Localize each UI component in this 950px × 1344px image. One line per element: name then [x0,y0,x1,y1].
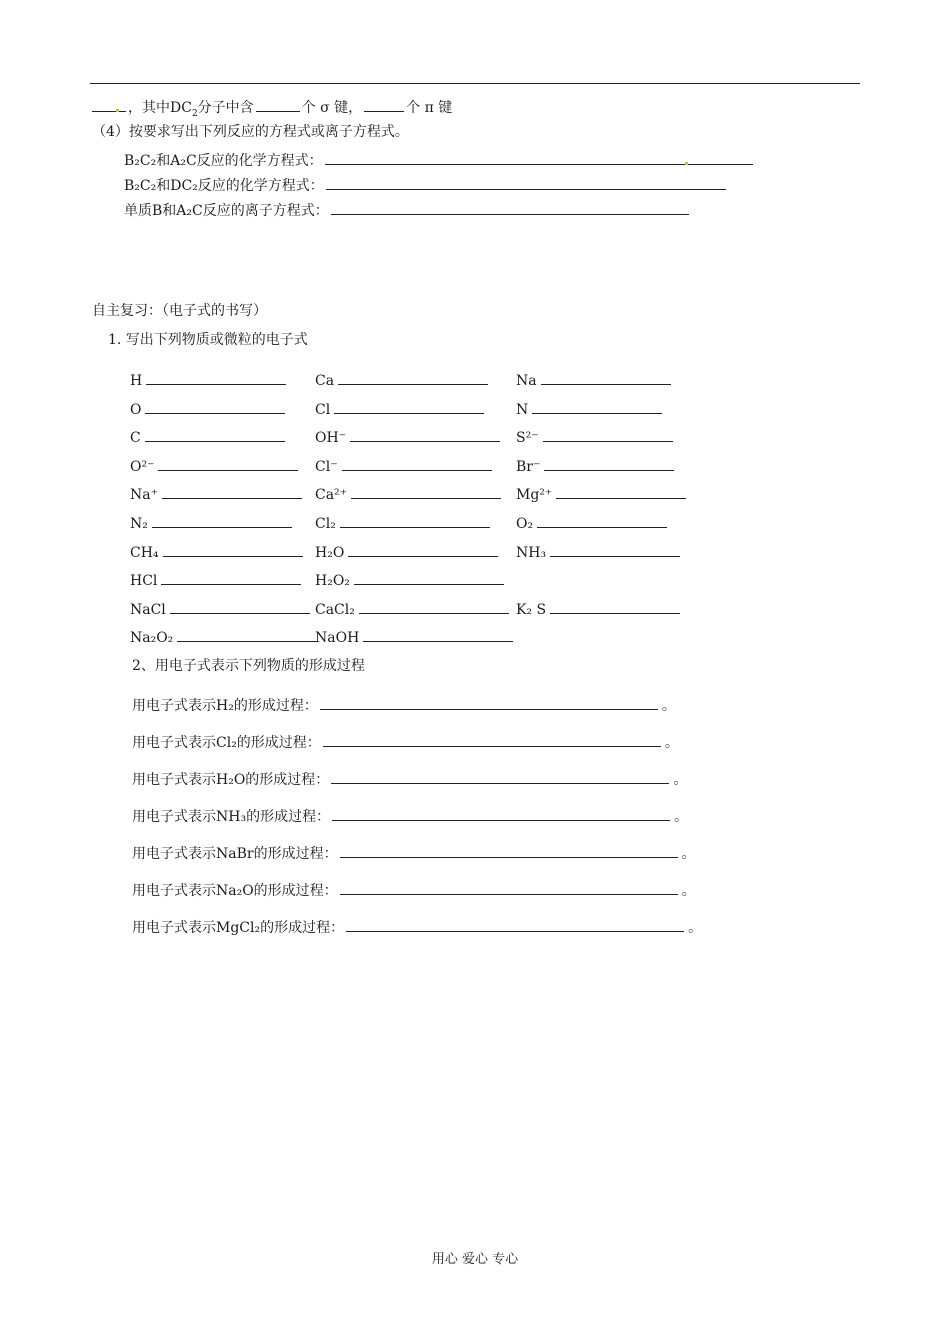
electron-formula-blank[interactable] [145,399,285,414]
formation-blank[interactable] [323,732,661,747]
section-title: 自主复习：（电子式的书写） [92,303,267,319]
electron-formula-blank[interactable] [161,570,301,585]
electron-formula-blank[interactable] [145,427,285,442]
species-cell [516,484,688,504]
electron-formula-blank[interactable] [342,456,492,471]
electron-formula-blank[interactable] [348,542,498,557]
electron-formula-blank[interactable] [152,513,292,528]
formation-row [132,880,696,900]
species-cell [130,370,288,390]
electron-formula-blank[interactable] [163,542,303,557]
species-label: NH₃ [516,544,547,561]
pi-text: 个 π 键 [406,100,453,116]
species-cell [315,484,503,504]
species-cell [315,599,511,619]
period-mark: 。 [688,920,703,936]
electron-formula-blank[interactable] [351,484,501,499]
species-label: N [516,401,529,418]
sigma-text: 个 σ 键， [301,100,363,116]
species-cell [516,456,676,476]
species-cell [516,513,669,533]
electron-formula-blank[interactable] [543,427,673,442]
answer-blank[interactable] [92,97,126,112]
species-label: H₂O₂ [315,573,350,590]
species-cell [130,427,287,447]
species-label: O₂ [516,516,534,532]
species-label: Mg²⁺ [516,487,553,504]
electron-formula-blank[interactable] [338,370,488,385]
formation-row [132,806,688,826]
species-cell [130,599,312,619]
formation-label: 用电子式表示NaBr的形成过程： [132,846,338,862]
species-label: N₂ [130,516,148,532]
electron-formula-blank[interactable] [532,399,662,414]
electron-formula-blank[interactable] [363,627,513,642]
species-cell [516,599,682,619]
question-1: 1. 写出下列物质或微粒的电子式 [108,332,308,348]
formation-label: 用电子式表示Na₂O的形成过程： [132,883,338,899]
species-cell [315,570,506,590]
intro-line-1 [90,97,452,123]
formation-label: 用电子式表示H₂O的形成过程： [132,772,330,788]
formation-row [132,732,679,752]
electron-formula-blank[interactable] [541,370,671,385]
electron-formula-blank[interactable] [334,399,484,414]
species-cell [516,542,682,562]
formation-blank[interactable] [320,695,658,710]
species-cell [315,456,494,476]
species-cell [315,627,515,647]
species-label: HCl [130,573,158,590]
species-cell [130,542,305,562]
equation-row-3 [124,200,691,220]
species-cell [130,456,300,476]
formation-row [132,917,702,937]
species-label: NaOH [315,630,360,647]
species-cell [516,427,675,447]
species-label: Cl [315,401,331,418]
intro-text-b: 分子中含 [197,100,254,116]
formation-label: 用电子式表示Cl₂的形成过程： [132,735,321,751]
electron-formula-blank[interactable] [162,484,302,499]
equation-label: B₂C₂和DC₂反应的化学方程式： [124,178,324,194]
period-mark: 。 [673,772,688,788]
species-label: C [130,430,141,447]
species-label: Br⁻ [516,458,541,475]
equation-row-1 [124,150,755,170]
species-label: Cl⁻ [315,458,338,475]
equation-blank[interactable] [331,200,689,215]
formation-row [132,695,676,715]
species-label: H [130,373,143,389]
electron-formula-blank[interactable] [170,599,310,614]
electron-formula-blank[interactable] [544,456,674,471]
species-label: CH₄ [130,544,159,561]
electron-formula-blank[interactable] [177,627,317,642]
electron-formula-blank[interactable] [340,513,490,528]
period-mark: 。 [681,846,696,862]
formation-blank[interactable] [346,917,684,932]
species-label: Na₂O₂ [130,630,174,647]
species-cell [516,399,664,419]
sigma-count-blank[interactable] [256,97,300,112]
period-mark: 。 [664,735,679,751]
electron-formula-blank[interactable] [359,599,509,614]
species-label: Ca²⁺ [315,487,348,504]
species-label: H₂O [315,544,345,561]
question-2: 2、用电子式表示下列物质的形成过程 [132,658,365,674]
mark-dot [116,109,119,112]
equation-label: 单质B和A₂C反应的离子方程式： [124,203,329,219]
pi-count-blank[interactable] [364,97,404,112]
electron-formula-blank[interactable] [146,370,286,385]
species-cell [315,513,492,533]
subscript: 2 [191,108,198,119]
formation-blank[interactable] [332,806,670,821]
electron-formula-blank[interactable] [350,427,500,442]
period-mark: 。 [661,698,676,714]
period-mark: 。 [674,809,689,825]
species-label: K₂ S [516,601,547,618]
formation-blank[interactable] [340,880,678,895]
species-label: Ca [315,373,335,389]
species-cell [516,370,673,390]
formation-label: 用电子式表示H₂的形成过程： [132,698,318,714]
formation-row [132,769,687,789]
question-4: （4）按要求写出下列反应的方程式或离子方程式。 [92,124,409,140]
equation-blank[interactable] [325,150,753,165]
equation-blank[interactable] [326,175,726,190]
species-label: CaCl₂ [315,601,355,618]
species-cell [315,542,500,562]
equation-label: B₂C₂和A₂C反应的化学方程式： [124,153,323,169]
species-cell [315,370,490,390]
species-cell [130,399,287,419]
electron-formula-blank[interactable] [354,570,504,585]
species-label: OH⁻ [315,430,347,447]
species-cell [130,627,319,647]
mark-dot [685,162,688,165]
electron-formula-blank[interactable] [158,456,298,471]
formation-row [132,843,696,863]
electron-formula-blank[interactable] [550,599,680,614]
species-label: NaCl [130,601,166,618]
species-label: Cl₂ [315,516,336,532]
electron-formula-blank[interactable] [550,542,680,557]
species-label: S²⁻ [516,430,539,447]
species-label: Na [516,373,537,389]
species-label: O²⁻ [130,458,155,475]
species-cell [130,513,294,533]
equation-row-2 [124,175,728,195]
intro-text-a: ，其中DC [128,100,192,116]
formation-blank[interactable] [331,769,669,784]
species-cell [315,399,486,419]
footer-slogan: 用心 爱心 专心 [431,1252,519,1267]
header-rule [90,83,860,84]
electron-formula-blank[interactable] [537,513,667,528]
formation-label: 用电子式表示MgCl₂的形成过程： [132,920,345,936]
period-mark: 。 [681,883,696,899]
formation-label: 用电子式表示NH₃的形成过程： [132,809,331,825]
formation-blank[interactable] [340,843,678,858]
species-cell [130,484,304,504]
species-label: O [130,401,142,418]
species-cell [130,570,303,590]
electron-formula-blank[interactable] [556,484,686,499]
species-cell [315,427,502,447]
species-label: Na⁺ [130,487,158,504]
